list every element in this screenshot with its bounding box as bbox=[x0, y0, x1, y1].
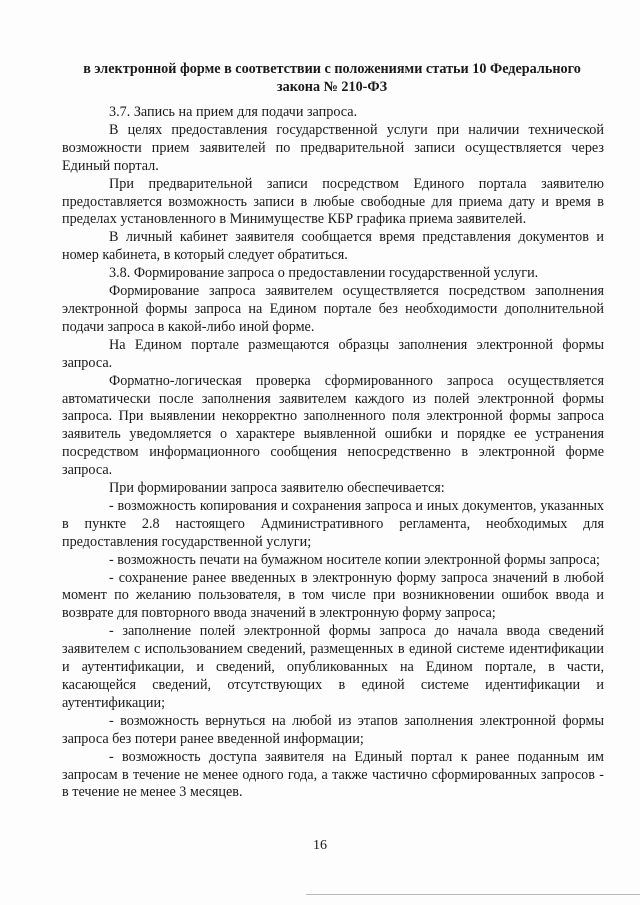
document-body bbox=[62, 104, 604, 802]
section-heading bbox=[62, 60, 602, 96]
list-item-return-step: - возможность вернуться на любой из этапов заполнения электронной формы запроса без потери ранее введенной информации; bbox=[62, 712, 604, 747]
paragraph-3-8-title: 3.8. Формирование запроса о предоставлении государственной услуги. bbox=[109, 265, 539, 282]
list-item-copy-save: - возможность копирования и сохранения запроса и иных документов, указанных в пункте 2.8 настоящего Административного регламента, необходимых для предоставления государственной услуги; bbox=[62, 497, 604, 550]
list-item-prefill: - заполнение полей электронной формы запроса до начала ввода сведений заявителем с использованием сведений, размещенных в единой системе идентификации и аутентификации, и сведений, опубликованных на Едином портале, в части, касающейся сведений, отсутствующих в единой системе идентификации и аутентификации; bbox=[62, 623, 604, 711]
paragraph-format-logic-check: Форматно-логическая проверка сформированного запроса осуществляется автоматически после заполнения заявителем каждого из полей электронной формы запроса. При выявлении некорректно заполненного поля электронной формы запроса заявитель уведомляется о характере выявленной ошибки и порядке ее устранения посредством информационного сообщения непосредственно в электронной форме запроса. bbox=[62, 372, 604, 479]
paragraph-form-samples: На Едином портале размещаются образцы заполнения электронной формы запроса. bbox=[62, 336, 604, 371]
section-heading-line-1: в электронной форме в соответствии с положениями статьи 10 Федерального bbox=[83, 61, 581, 77]
list-item-save-values: - сохранение ранее введенных в электронную форму запроса значений в любой момент по желанию пользователя, в том числе при возникновении ошибок ввода и возврате для повторного ввода значений в электронную форму запроса; bbox=[62, 569, 604, 622]
section-heading-line-2: закона № 210-ФЗ bbox=[276, 79, 388, 95]
paragraph-request-formation: Формирование запроса заявителем осуществляется посредством заполнения электронной формы запроса на Едином портале без необходимости дополнительной подачи запроса в какой-либо иной форме. bbox=[62, 283, 604, 335]
list-item-print: - возможность печати на бумажном носителе копии электронной формы запроса; bbox=[109, 551, 600, 568]
paragraph-personal-cabinet: В личный кабинет заявителя сообщается время представления документов и номер кабинета, в который следует обратиться. bbox=[62, 229, 604, 264]
list-item-access-history: - возможность доступа заявителя на Единый портал к ранее поданным им запросам в течение не менее одного года, а также частично сформированных запросов - в течение не менее 3 месяцев. bbox=[62, 748, 604, 801]
scan-edge-line bbox=[306, 894, 640, 895]
paragraph-pre-registration-portal: При предварительной записи посредством Единого портала заявителю предоставляется возможность записи в любые свободные для приема дату и время в пределах установленного в Минимуществе КБР графика приема заявителей. bbox=[62, 175, 604, 228]
page-number: 16 bbox=[313, 838, 327, 853]
paragraph-provided-features-intro: При формировании запроса заявителю обеспечивается: bbox=[109, 480, 445, 497]
paragraph-3-7-title: 3.7. Запись на прием для подачи запроса. bbox=[109, 104, 358, 120]
paragraph-pre-registration-purpose: В целях предоставления государственной услуги при наличии технической возможности прием заявителей по предварительной записи осуществляется через Единый портал. bbox=[62, 121, 604, 174]
